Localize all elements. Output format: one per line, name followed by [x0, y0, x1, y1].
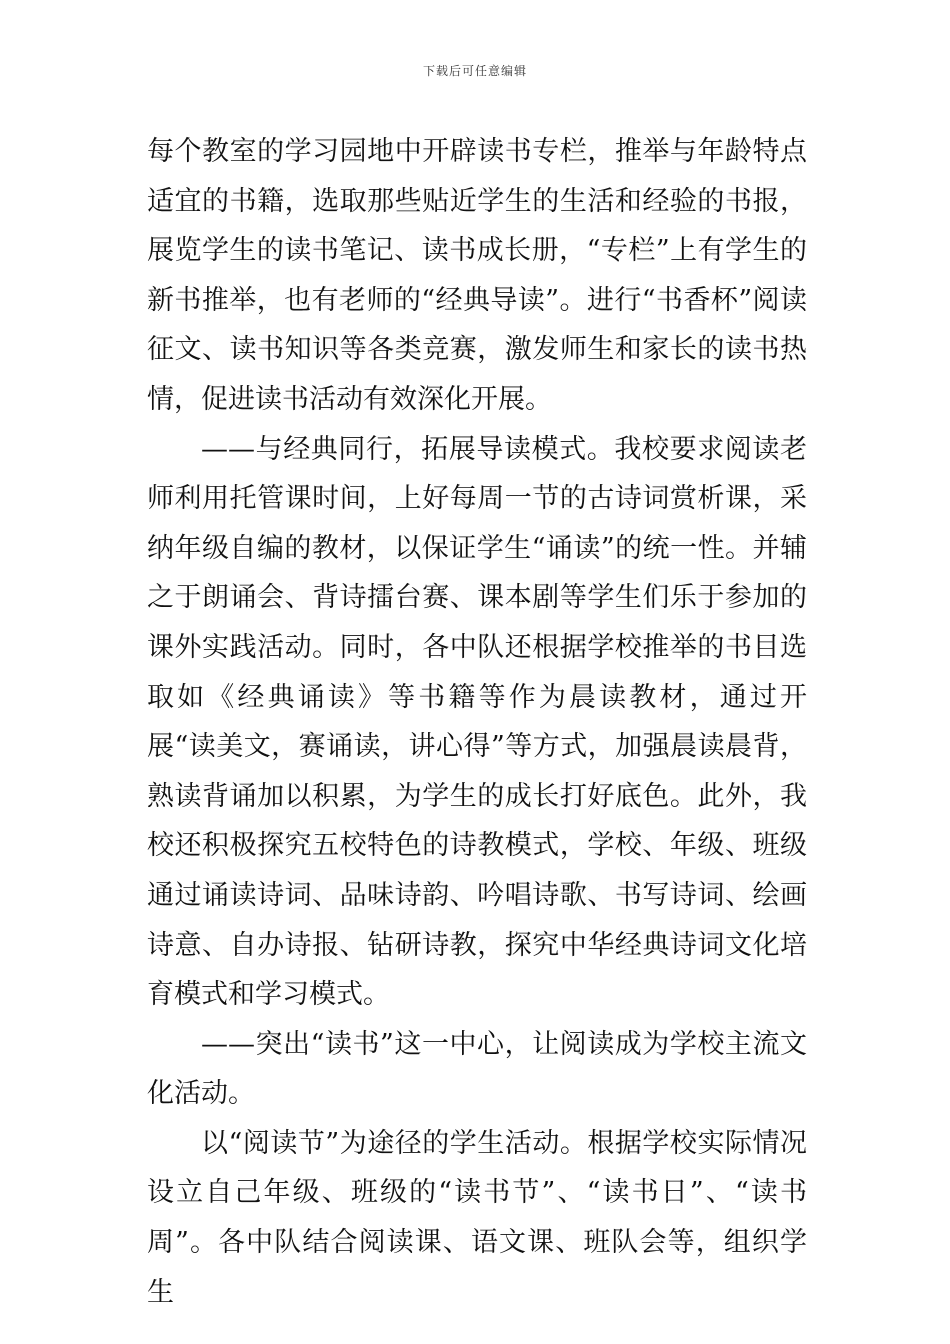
- document-body: [147, 127, 807, 1317]
- paragraph-reading-festival: 以“阅读节”为途径的学生活动。根据学校实际情况设立自己年级、班级的“读书节”、“读书日”、“读书周”。各中队结合阅读课、语文课、班队会等，组织学生: [147, 1127, 807, 1308]
- page-header: 下载后可任意编辑: [422, 64, 527, 78]
- paragraph-continued: 每个教室的学习园地中开辟读书专栏，推举与年龄特点适宜的书籍，选取那些贴近学生的生活和经验的书报，展览学生的读书笔记、读书成长册，“专栏”上有学生的新书推举，也有老师的“经典导读”。进行“书香杯”阅读征文、读书知识等各类竞赛，激发师生和家长的读书热情，促进读书活动有效深化开展。: [147, 136, 807, 415]
- paragraph-classics: ——与经典同行，拓展导读模式。我校要求阅读老师利用托管课时间，上好每周一节的古诗词赏析课，采纳年级自编的教材，以保证学生“诵读”的统一性。并辅之于朗诵会、背诗擂台赛、课本剧等学生们乐于参加的课外实践活动。同时，各中队还根据学校推举的书目选取如《经典诵读》等书籍等作为晨读教材，通过开展“读美文，赛诵读，讲心得”等方式，加强晨读晨背，熟读背诵加以积累，为学生的成长打好底色。此外，我校还积极探究五校特色的诗教模式，学校、年级、班级通过诵读诗词、品味诗韵、吟唱诗歌、书写诗词、绘画诗意、自办诗报、钻研诗教，探究中华经典诗词文化培育模式和学习模式。: [147, 433, 807, 1011]
- paragraph-reading-focus: ——突出“读书”这一中心，让阅读成为学校主流文化活动。: [147, 1028, 807, 1110]
